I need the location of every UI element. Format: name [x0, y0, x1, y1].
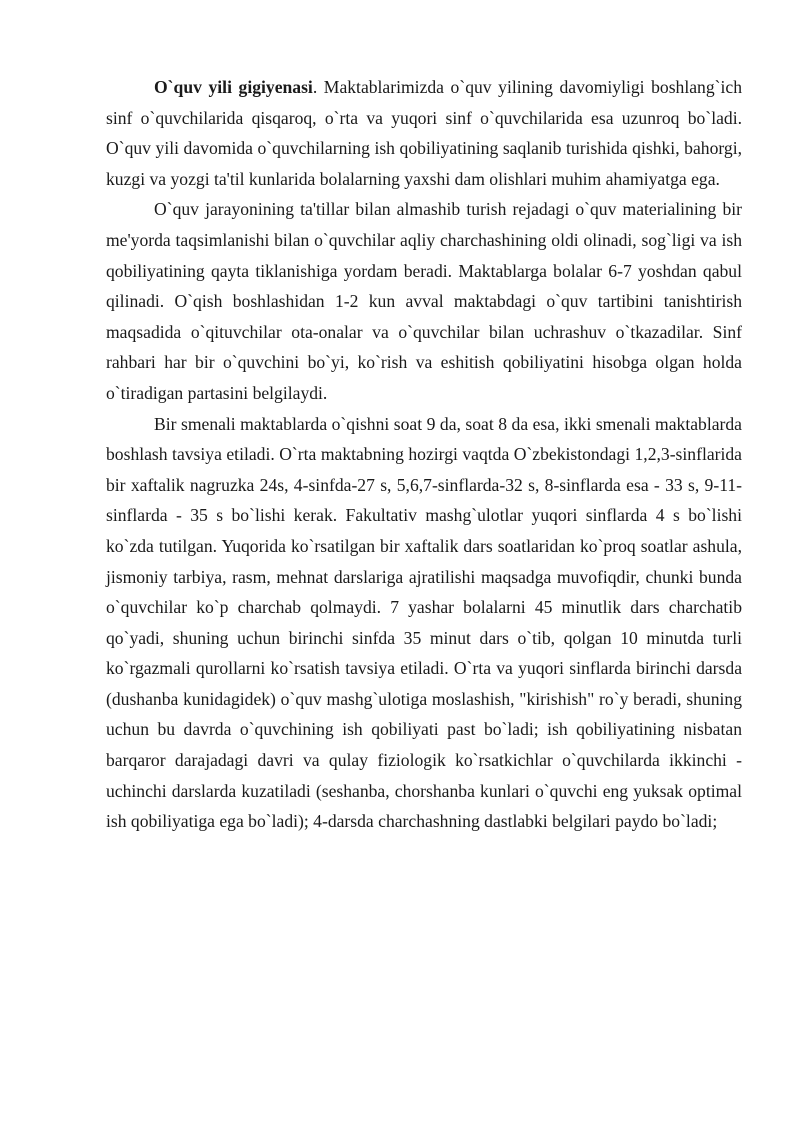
paragraph-text: O`quv jarayonining ta'tillar bilan almashib turish rejadagi o`quv materialining bir me'yorda taqsimlanishi bilan o`quvchilar aqliy charchashining oldi olinadi, sog`ligi va ish qobiliyatining qayta tiklanishiga yordam beradi. Maktablarga bolalar 6-7 yoshdan qabul qilinadi. O`qish boshlashidan 1-2 kun avval maktabdagi o`quv tartibini tanishtirish maqsadida o`qituvchilar ota-onalar va o`quvchilar bilan uchrashuv o`tkazadilar. Sinf rahbari har bir o`quvchini bo`yi, ko`rish va eshitish qobiliyatini hisobga olgan holda o`tiradigan partasini belgilaydi. — [106, 199, 742, 403]
paragraph-school-schedule — [106, 409, 742, 837]
paragraph-school-year-hygiene — [106, 72, 742, 194]
paragraph-learning-process — [106, 194, 742, 408]
paragraph-text: Bir smenali maktablarda o`qishni soat 9 da, soat 8 da esa, ikki smenali maktablarda boshlash tavsiya etiladi. O`rta maktabning hozirgi vaqtda O`zbekistondagi 1,2,3-sinflarida bir xaftalik nagruzka 24s, 4-sinfda-27 s, 5,6,7-sinflarda-32 s, 8-sinflarda esa - 33 s, 9-11-sinflarda - 35 s bo`lishi kerak. Fakultativ mashg`ulotlar yuqori sinflarda 4 s bo`lishi ko`zda tutilgan. Yuqorida ko`rsatilgan bir xaftalik dars soatlaridan ko`proq soatlar ashula, jismoniy tarbiya, rasm, mehnat darslariga ajratilishi maqsadga muvofiqdir, chunki bunda o`quvchilar ko`p charchab qolmaydi. 7 yashar bolalarni 45 minutlik dars charchatib qo`yadi, shuning uchun birinchi sinfda 35 minut dars o`tib, qolgan 10 minutda turli ko`rgazmali qurollarni ko`rsatish tavsiya etiladi. O`rta va yuqori sinflarda birinchi darsda (dushanba kunidagidek) o`quv mashg`ulotiga moslashish, "kirishish" ro`y beradi, shuning uchun bu davrda o`quvchining ish qobiliyati past bo`ladi; ish qobiliyatining nisbatan barqaror darajadagi davri va qulay fiziologik ko`rsatkichlar o`quvchilarda ikkinchi - uchinchi darslarda kuzatiladi (seshanba, chorshanba kunlari o`quvchi eng yuksak optimal ish qobiliyatiga ega bo`ladi); 4-darsda charchashning dastlabki belgilari paydo bo`ladi; — [106, 413, 742, 832]
section-heading: O`quv yili gigiyenasi — [154, 77, 313, 97]
paragraph-text: . Maktablarimizda o`quv yilining davomiyligi boshlang`ich sinf o`quvchilarida qisqaroq, o`rta va yuqori sinf o`quvchilarida esa uzunroq bo`ladi. O`quv yili davomida o`quvchilarning ish qobiliyatining saqlanib turishida qishki, bahorgi, kuzgi va yozgi ta'til kunlarida bolalarning yaxshi dam olishlari muhim ahamiyatga ega. — [106, 77, 742, 189]
document-page — [106, 72, 742, 837]
